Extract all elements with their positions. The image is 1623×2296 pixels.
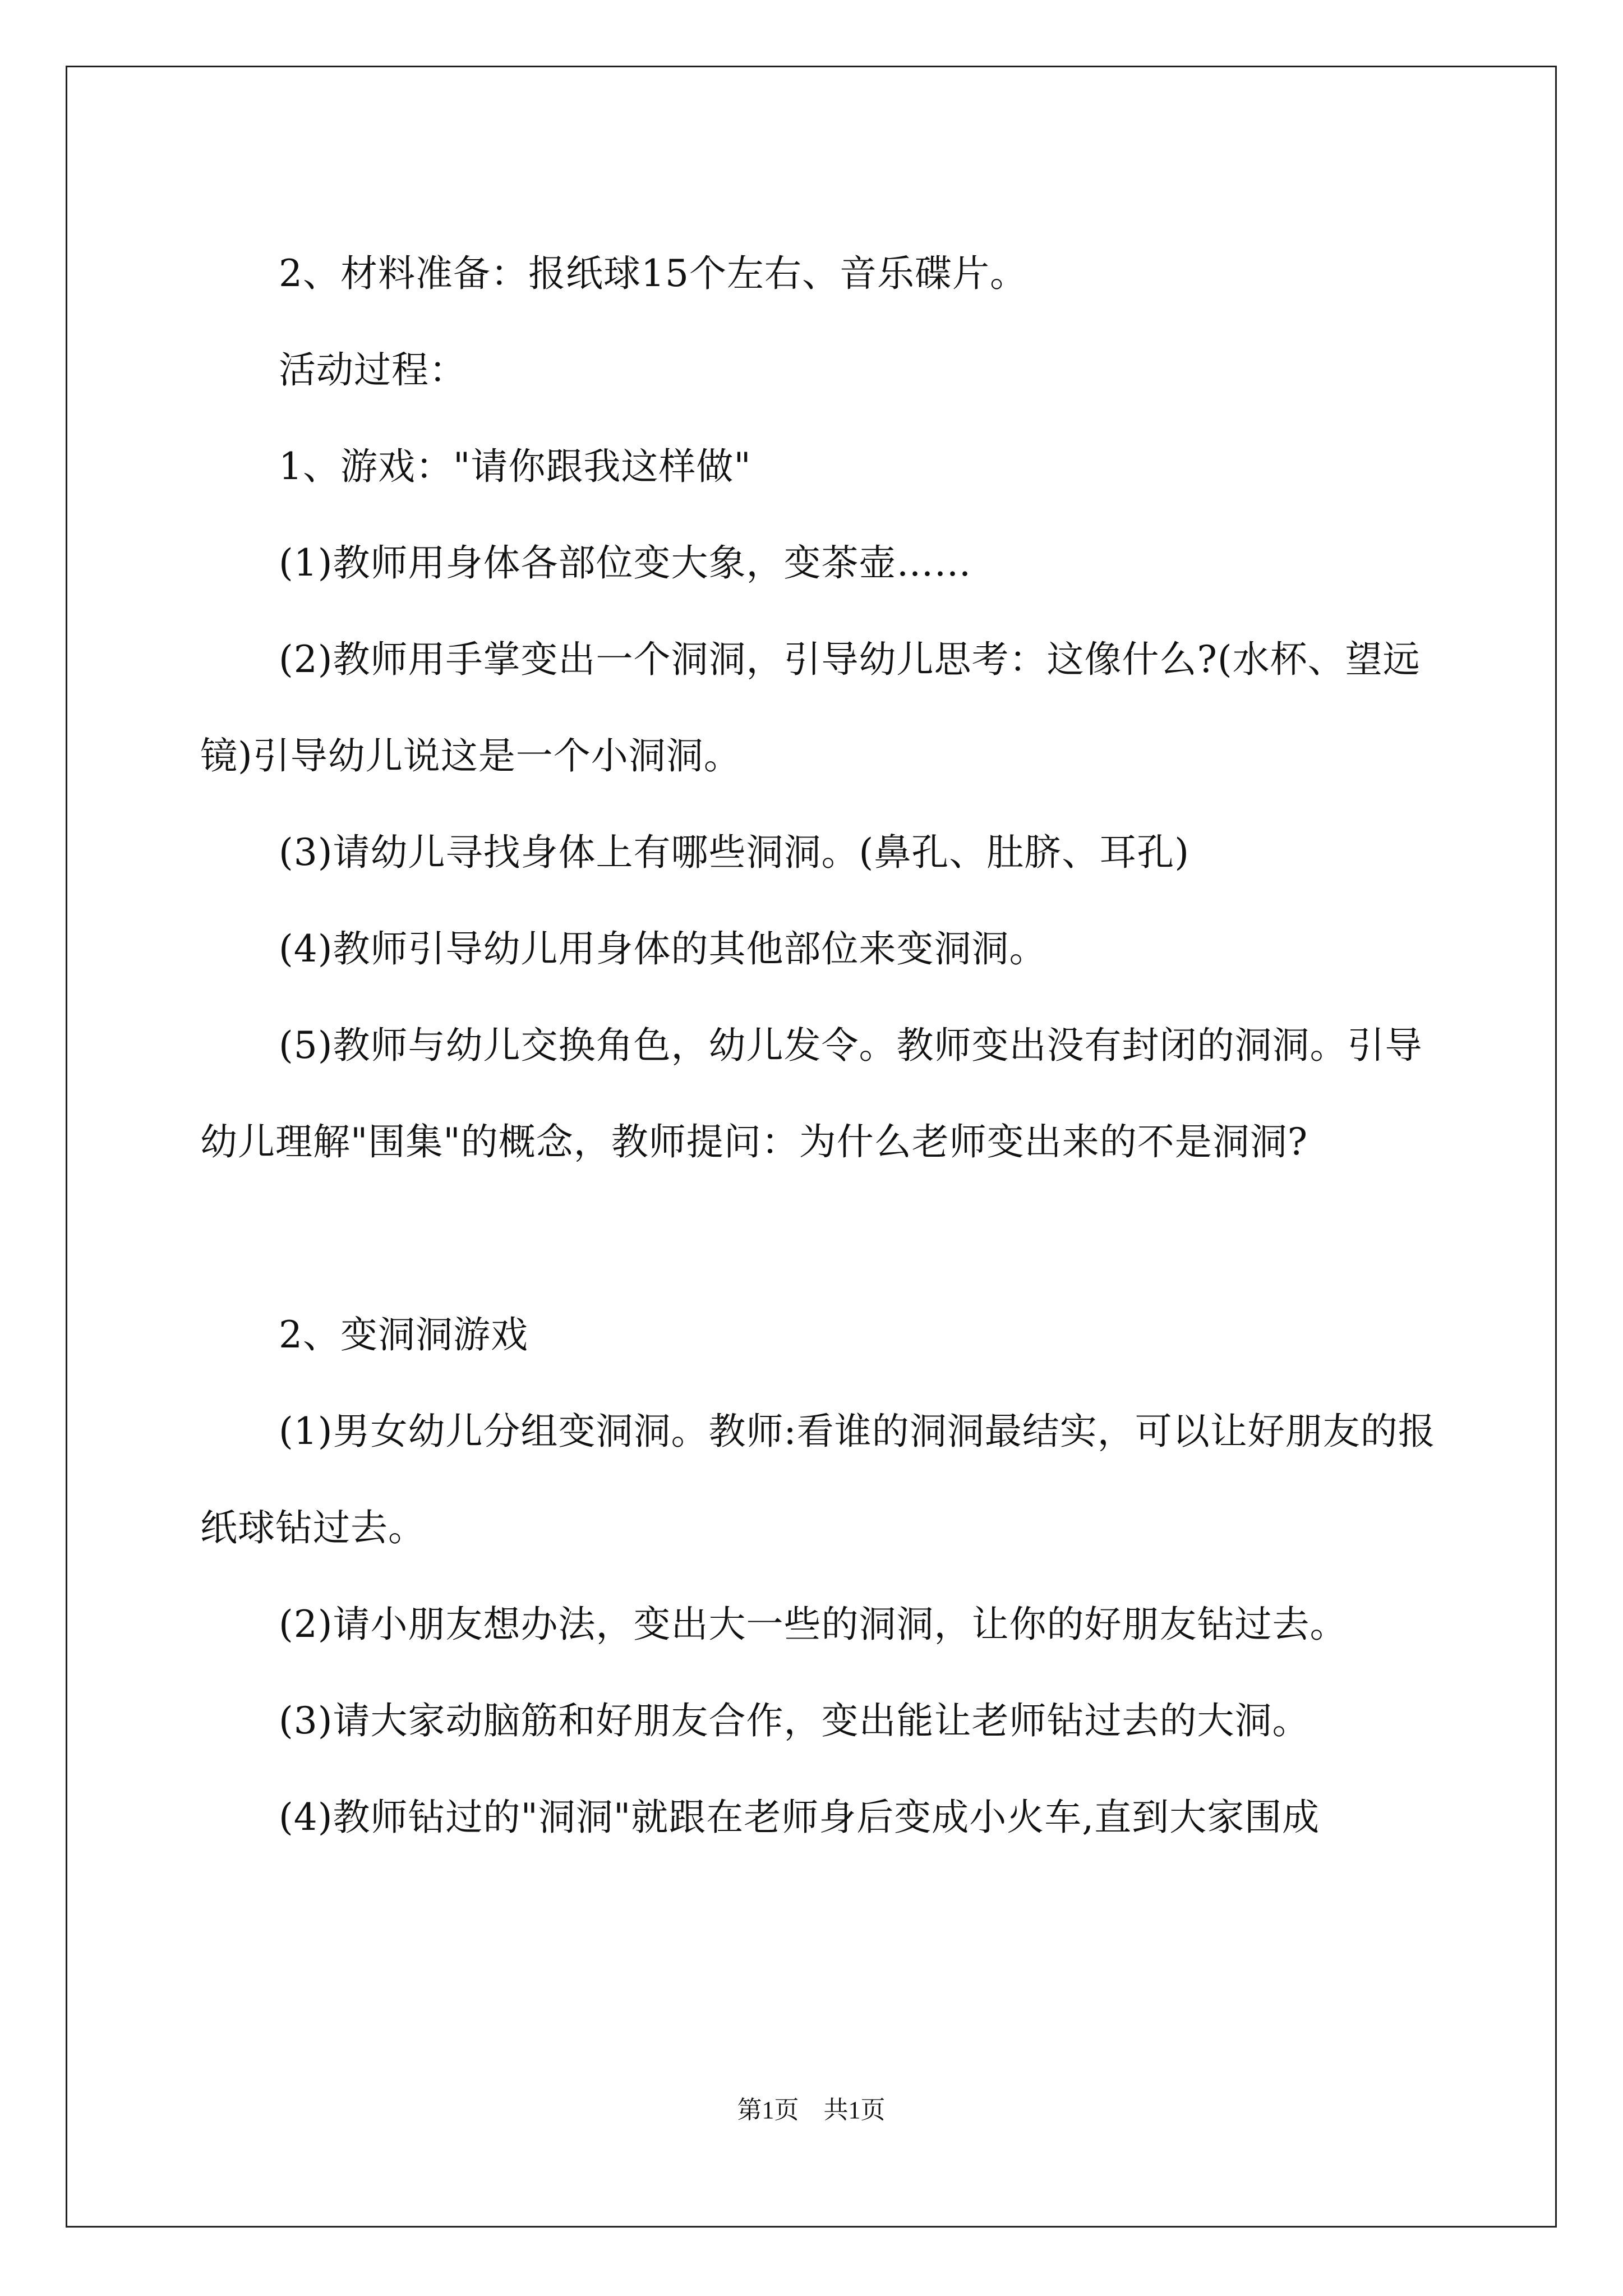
paragraph-step-2-3: (3)请大家动脑筋和好朋友合作，变出能让老师钻过去的大洞。 [279,1699,1310,1742]
paragraph-game-2: 2、变洞洞游戏 [279,1313,528,1356]
paragraph-step-1-3: (3)请幼儿寻找身体上有哪些洞洞。(鼻孔、肚脐、耳孔) [279,831,1189,874]
paragraph-step-1-5: (5)教师与幼儿交换角色，幼儿发令。教师变出没有封闭的洞洞。引导幼儿理解"围集"的概念，教师提问：为什么老师变出来的不是洞洞? [200,1024,1423,1163]
paragraph-activity-heading: 活动过程： [279,348,467,392]
paragraph-step-1-1: (1)教师用身体各部位变大象，变茶壶…… [279,541,972,585]
paragraph-step-2-2: (2)请小朋友想办法，变出大一些的洞洞，让你的好朋友钻过去。 [279,1603,1348,1646]
document-body [67,67,1555,2226]
paragraph-step-2-1: (1)男女幼儿分组变洞洞。教师:看谁的洞洞最结实，可以让好朋友的报纸球钻过去。 [200,1410,1436,1549]
paragraph-step-2-4: (4)教师钻过的"洞洞"就跟在老师身后变成小火车,直到大家围成 [279,1796,1320,1839]
page-footer: 第1页 共1页 [737,2096,886,2124]
paragraph-step-1-2: (2)教师用手掌变出一个洞洞，引导幼儿思考：这像什么?(水杯、望远镜)引导幼儿说这是一个小洞洞。 [200,638,1421,777]
paragraph-step-1-4: (4)教师引导幼儿用身体的其他部位来变洞洞。 [279,927,1047,970]
paragraph-game-1: 1、游戏："请你跟我这样做" [279,445,751,488]
page-frame [66,66,1557,2228]
paragraph-materials: 2、材料准备：报纸球15个左右、音乐碟片。 [279,252,1027,295]
